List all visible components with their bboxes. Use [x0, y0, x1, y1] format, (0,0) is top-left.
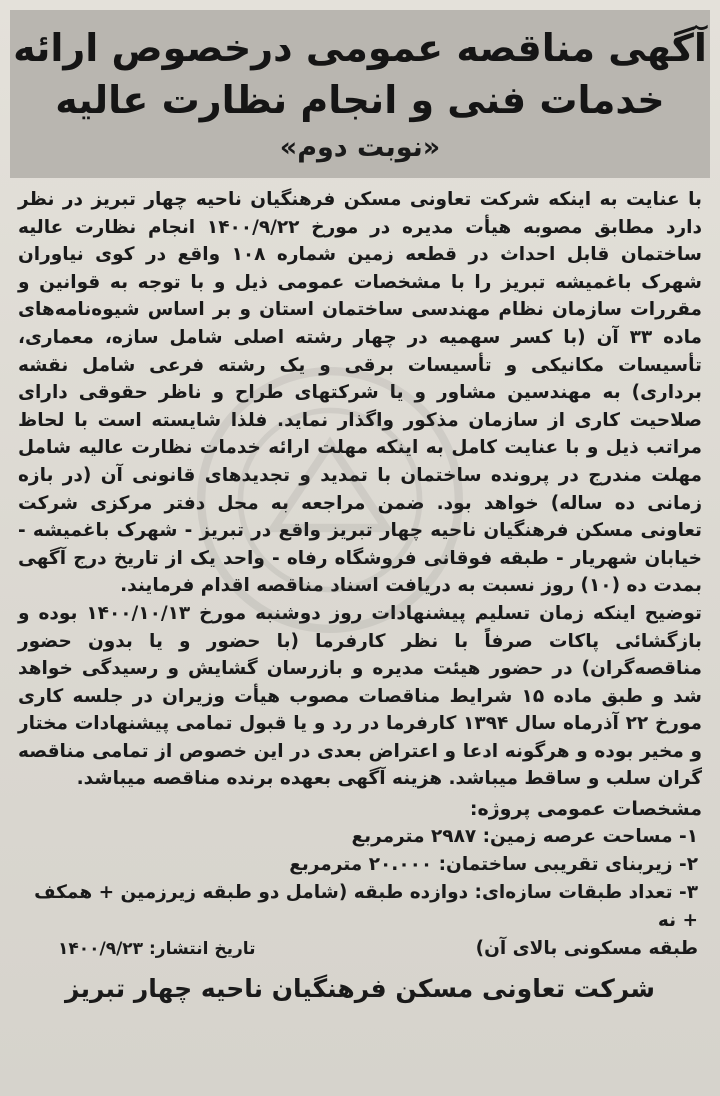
- spec-building-area: ۲- زیربنای تقریبی ساختمان: ۲۰.۰۰۰ مترمربع: [289, 854, 698, 876]
- spec-floors: ۳- تعداد طبقات سازه‌ای: دوازده طبقه (شامل دو طبقه زیرزمین + همکف + نه: [34, 882, 698, 932]
- specs-title: مشخصات عمومی پروژه:: [469, 798, 702, 821]
- title-line-2: خدمات فنی و انجام نظارت عالیه: [55, 78, 665, 122]
- round-label: «نوبت دوم»: [279, 132, 441, 163]
- spec-land-area: ۱- مساحت عرصه زمین: ۲۹۸۷ مترمربع: [351, 826, 698, 848]
- paragraph-explanation: توضیح اینکه زمان تسلیم پیشنهادات روز دوشنبه مورخ ۱۴۰۰/۱۰/۱۳ بوده و بازگشائی پاکات صرفاً با نظر کارفرما (با حضور و یا بدون حضور مناقصه‌گران) در حضور هیئت مدیره و بازرسان گشایش و رسیدگی خواهد شد و طبق ماده ۱۵ شرایط مناقصات مصوب هیأت وزیران در جلسه کاری مورخ ۲۲ آذرماه سال ۱۳۹۴ کارفرما در رد و یا قبول تمامی پیشنهادات مختار و مخیر بوده و هرگونه ادعا و اعتراض بعدی در این خصوص از تمامی مناقصه گران سلب و ساقط میباشد. هزینه آگهی بعهده برنده مناقصه میباشد.: [18, 602, 702, 790]
- title-line-1: آگهی مناقصه عمومی درخصوص ارائه: [13, 26, 707, 70]
- paragraph-main: با عنایت به اینکه شرکت تعاونی مسکن فرهنگیان ناحیه چهار تبریز در نظر دارد مطابق مصوبه هیأت مدیره در مورخ ۱۴۰۰/۹/۲۲ انجام نظارت عالیه ساختمان قابل احداث در قطعه زمین شماره ۱۰۸ واقع در کوی نیاوران شهرک باغمیشه تبریز را با مشخصات عمومی ذیل و با توجه به قوانین و مقررات سازمان نظام مهندسی ساختمان استان و بر اساس شیوه‌نامه‌های ماده ۳۳ آن (با کسر سهمیه در چهار رشته اصلی شامل سازه، معماری، تأسیسات مکانیکی و تأسیسات برقی و یک رشته فرعی شامل نقشه برداری) به مهندسین مشاور و یا شرکتهای طراح و ناظر حقوقی دارای صلاحیت کاری از سازمان مذکور واگذار نماید. فلذا شایسته است با لحاظ مراتب ذیل و با عنایت کامل به اینکه مهلت ارائه خدمات نظارت عالیه شامل مهلت مندرج در پرونده ساختمان با تمدید و تجدیدهای قانونی آن (در بازه زمانی ده ساله) خواهد بود. ضمن مراجعه به محل دفتر مرکزی شرکت تعاونی مسکن فرهنگیان ناحیه چهار تبریز واقع در تبریز - شهرک باغمیشه - خیابان شهریار - طبقه فوقانی فروشگاه رفاه - واحد یک از تاریخ درج آگهی بمدت ده (۱۰) روز نسبت به دریافت اسناد مناقصه اقدام فرمایند.: [18, 189, 703, 597]
- ad-body: [18, 186, 702, 793]
- spec-floors-cont-text: طبقه مسکونی بالای آن): [475, 938, 698, 960]
- publish-date: تاریخ انتشار: ۱۴۰۰/۹/۲۳: [58, 939, 256, 960]
- spec-floors-continued: [18, 935, 702, 963]
- ad-header: [10, 10, 710, 178]
- company-signature: شرکت تعاونی مسکن فرهنگیان ناحیه چهار تبریز: [65, 974, 655, 1004]
